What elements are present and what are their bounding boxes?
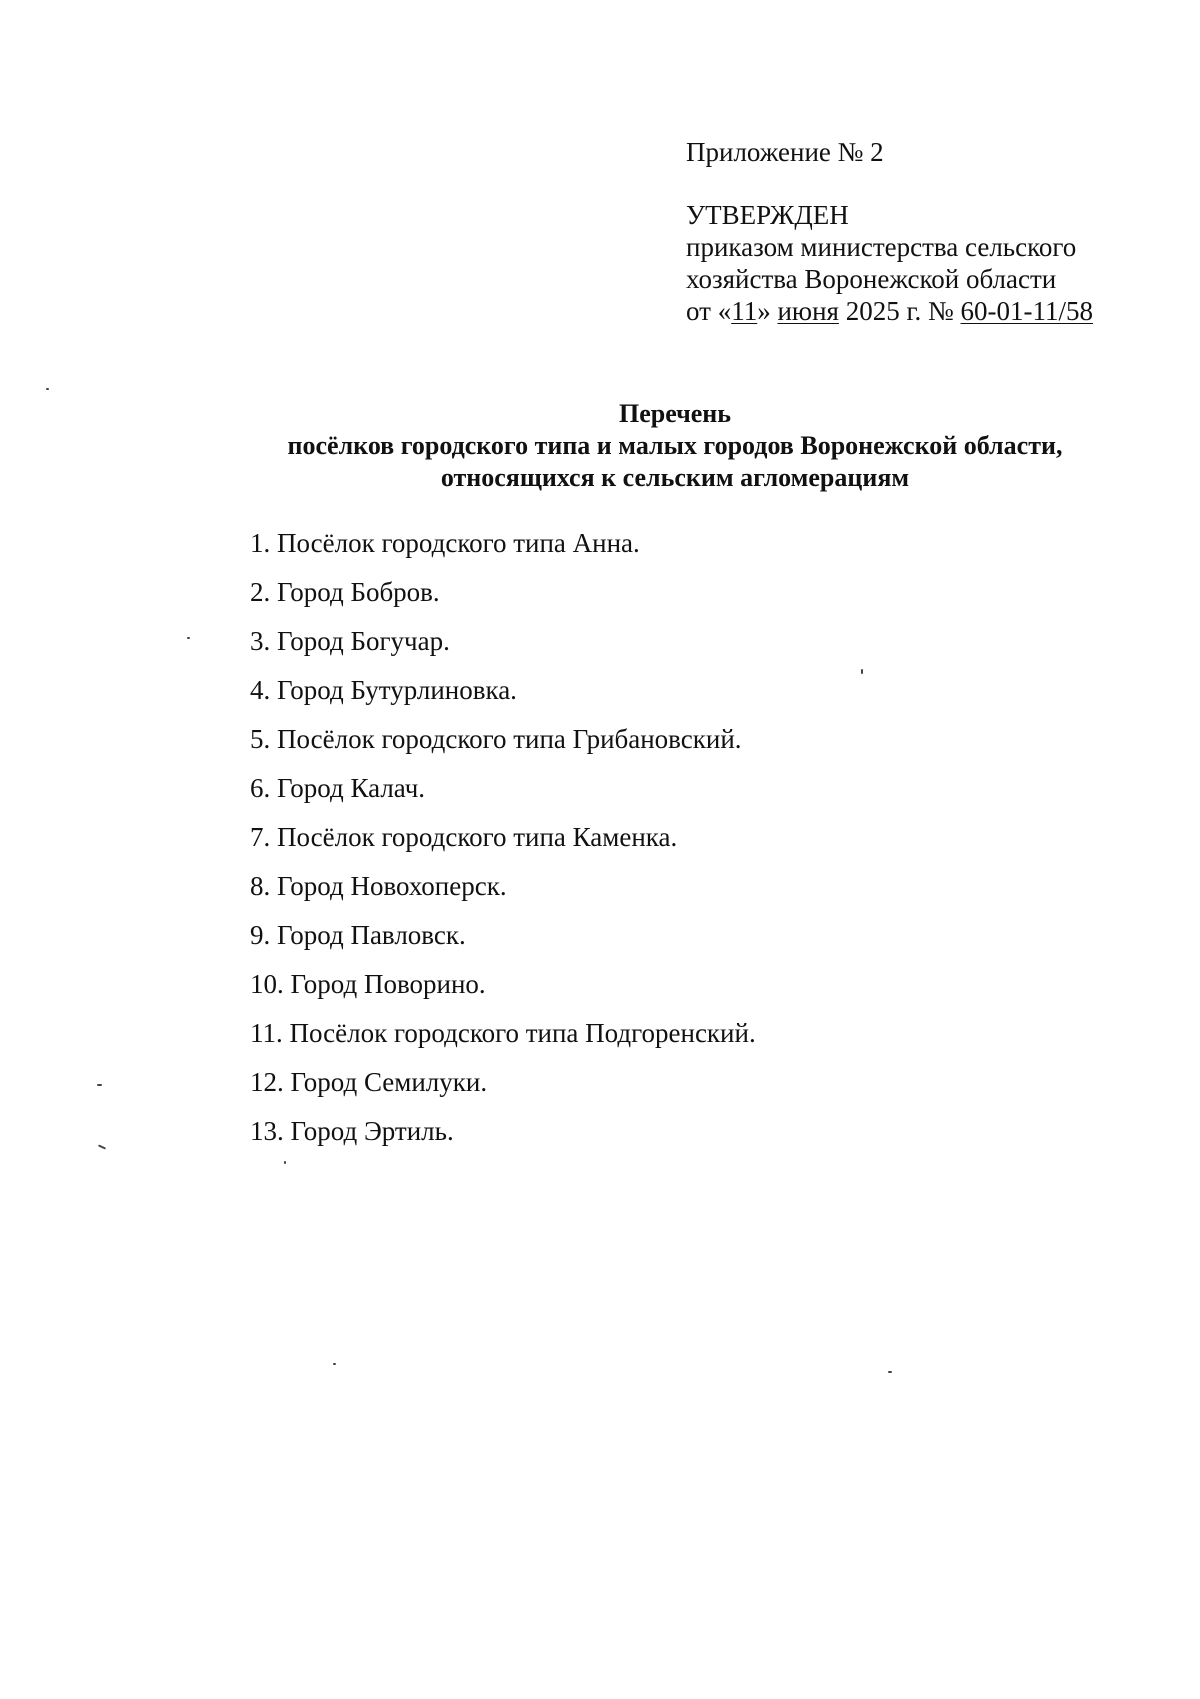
list-item: 5. Посёлок городского типа Грибановский. <box>250 724 742 754</box>
date-prefix: от « <box>686 296 732 326</box>
list-item: 8. Город Новохоперск. <box>250 871 507 901</box>
scan-speck <box>861 669 863 674</box>
order-number: 60-01-11/58 <box>960 296 1093 326</box>
list-item: 13. Город Эртиль. <box>250 1116 454 1146</box>
scan-speck <box>98 1144 106 1149</box>
list-item: 3. Город Богучар. <box>250 626 450 656</box>
date-mid: » <box>757 296 778 326</box>
heading-title: Перечень <box>618 399 732 428</box>
approval-line-1: приказом министерства сельского <box>686 232 1077 262</box>
list-item: 4. Город Бутурлиновка. <box>250 675 517 705</box>
list-item: 10. Город Поворино. <box>250 969 486 999</box>
approved-label: УТВЕРЖДЕН <box>686 200 849 230</box>
list-item: 9. Город Павловск. <box>250 920 466 950</box>
date-month: июня <box>777 296 839 326</box>
scan-speck <box>888 1371 892 1373</box>
heading-subtitle-2: относящихся к сельским агломерациям <box>440 463 910 492</box>
date-year: 2025 г. № <box>838 296 961 326</box>
heading-subtitle-1: посёлков городского типа и малых городов Воронежской области, <box>287 431 1063 460</box>
date-day: 11 <box>731 296 758 326</box>
document-heading <box>150 398 1200 494</box>
scan-speck <box>187 637 190 639</box>
approval-line-2: хозяйства Воронежской области <box>686 264 1057 294</box>
approval-date-line <box>686 295 1166 327</box>
annex-label: Приложение № 2 <box>686 137 884 167</box>
approval-block <box>686 136 1166 327</box>
list-item: 12. Город Семилуки. <box>250 1067 488 1097</box>
scan-speck <box>97 1084 102 1086</box>
list-item: 11. Посёлок городского типа Подгоренский. <box>250 1018 756 1048</box>
list-item: 2. Город Бобров. <box>250 577 440 607</box>
settlement-list <box>250 527 756 1164</box>
scan-speck <box>46 388 49 390</box>
scan-speck <box>333 1363 336 1365</box>
list-item: 7. Посёлок городского типа Каменка. <box>250 822 678 852</box>
list-item: 6. Город Калач. <box>250 773 426 803</box>
list-item: 1. Посёлок городского типа Анна. <box>250 528 640 558</box>
scan-speck <box>284 1161 286 1164</box>
